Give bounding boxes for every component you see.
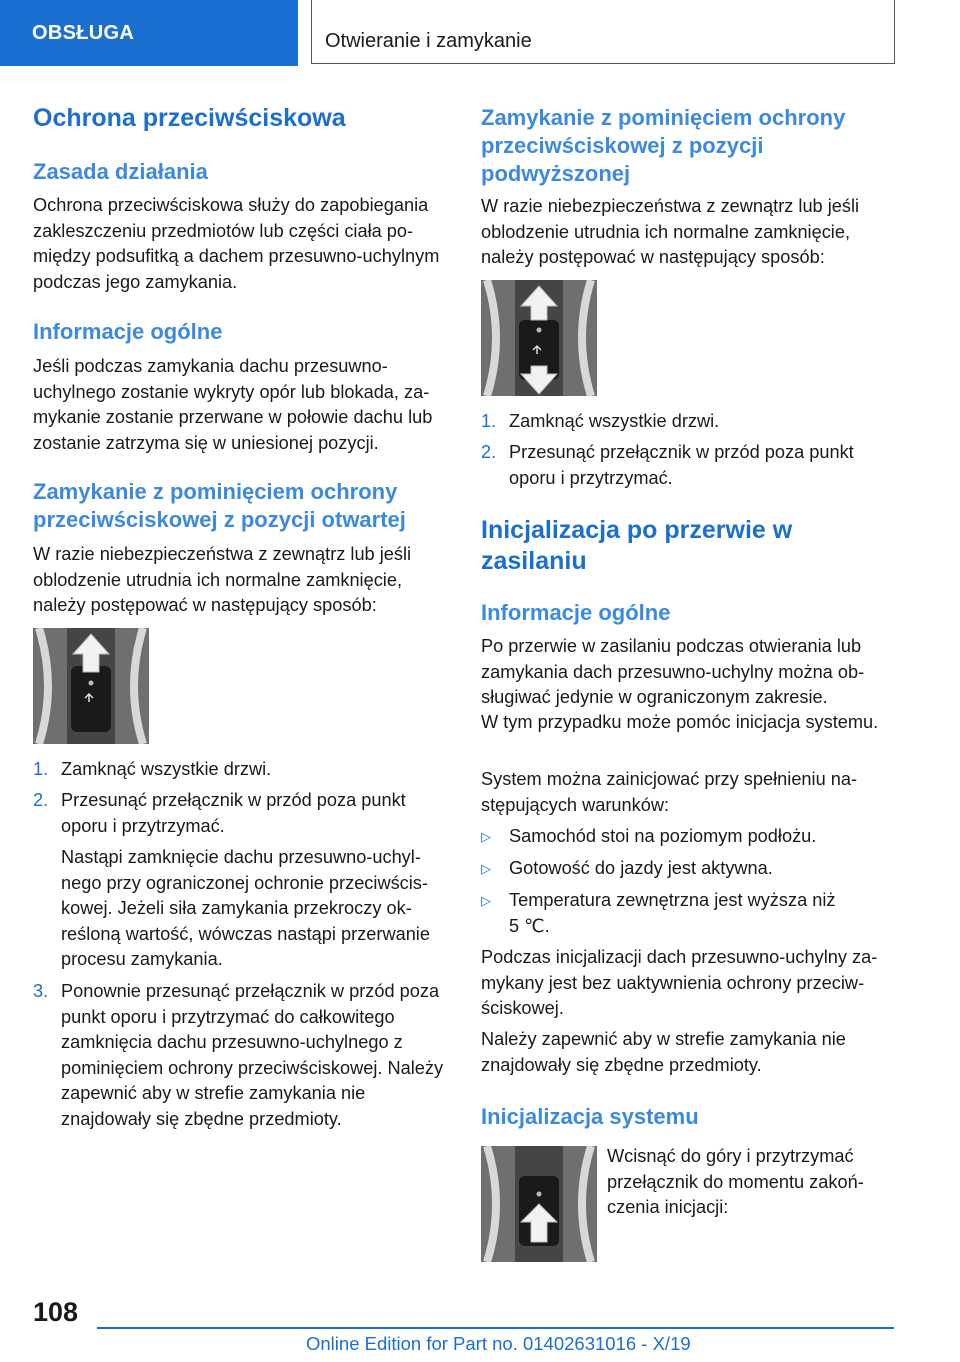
switch-forward-image bbox=[481, 280, 597, 396]
text-init-2: W tym przypadku może pomóc inicjacja systemu. bbox=[481, 712, 879, 732]
step-text: Ponownie przesunąć przełącznik w przód poza punkt oporu i przytrzymać do całkowitego zamknięcia dachu przesuwno-uchylnego z pominięciem ochrony przeciwściskowej. Należy zapewnić aby w strefie zamykania nie znajdowały się zbędne przedmioty. bbox=[61, 981, 444, 1129]
section-tab: OBSŁUGA bbox=[0, 0, 298, 66]
text-bypass-open: W razie niebezpieczeństwa z zewnątrz lub jeśli oblodzenie utrudnia ich normalne zamknięcie, należy postępować w następujący sposób: bbox=[33, 544, 412, 615]
heading-anti-trap: Ochrona przeciwściskowa bbox=[33, 104, 346, 132]
bullet-triangle-icon: ▷ bbox=[481, 861, 491, 876]
step-text: Przesunąć przełącznik w przód poza punkt oporu i przytrzymać. bbox=[509, 442, 854, 488]
text-init-5: Należy zapewnić aby w strefie zamykania nie znajdowały się zbędne przedmioty. bbox=[481, 1029, 846, 1075]
heading-general-info: Informacje ogólne bbox=[33, 319, 223, 344]
step-number: 2. bbox=[33, 790, 49, 810]
condition-item: Temperatura zewnętrzna jest wyższa niż 5 ℃. bbox=[509, 890, 836, 936]
text-init-3: System można zainicjować przy spełnieniu następujących warunków: bbox=[481, 769, 858, 815]
bullet-triangle-icon: ▷ bbox=[481, 829, 491, 844]
heading-init-general: Informacje ogólne bbox=[481, 600, 671, 625]
chapter-tab: Otwieranie i zamykanie bbox=[311, 0, 895, 64]
text-system-init: Wcisnąć do góry i przytrzymać przełącznik do momentu zakończenia inicjacji: bbox=[607, 1146, 864, 1217]
step-text: Przesunąć przełącznik w przód poza punkt oporu i przytrzymać. bbox=[61, 790, 406, 836]
heading-principle: Zasada działania bbox=[33, 159, 208, 184]
switch-forward-image bbox=[33, 628, 149, 744]
condition-item: Gotowość do jazdy jest aktywna. bbox=[509, 858, 773, 878]
text-init-1: Po przerwie w zasilaniu podczas otwierania lub zamykania dach przesuwno-uchylny można obsługiwać jedynie w ograniczonym zakresie. bbox=[481, 636, 865, 707]
text-init-4: Podczas inicjalizacji dach przesuwno-uchylny zamykany jest bez uaktywnienia ochrony przeciwściskowej. bbox=[481, 947, 878, 1018]
step-number: 1. bbox=[481, 411, 497, 431]
step-number: 2. bbox=[481, 442, 497, 462]
step-text: Zamknąć wszystkie drzwi. bbox=[509, 411, 720, 431]
page-header bbox=[0, 0, 960, 66]
heading-bypass-open: Zamykanie z pominięciem ochrony przeciwściskowej z pozycji otwartej bbox=[33, 479, 406, 532]
heading-bypass-raised: Zamykanie z pominięciem ochrony przeciwściskowej z pozycji podwyższonej bbox=[481, 105, 846, 186]
text-principle: Ochrona przeciwściskowa służy do zapobiegania zakleszczeniu przedmiotów lub części ciała pomiędzy podsufitką a dachem przesuwno-uchylnym podczas jego zamykania. bbox=[33, 195, 440, 292]
footer-divider bbox=[97, 1327, 894, 1329]
heading-system-init: Inicjalizacja systemu bbox=[481, 1104, 699, 1129]
step-number: 1. bbox=[33, 759, 49, 779]
text-bypass-raised: W razie niebezpieczeństwa z zewnątrz lub jeśli oblodzenie utrudnia ich normalne zamknięcie, należy postępować w następujący sposób: bbox=[481, 196, 860, 267]
page-number: 108 bbox=[33, 1297, 79, 1327]
step-text: Zamknąć wszystkie drzwi. bbox=[61, 759, 272, 779]
condition-item: Samochód stoi na poziomym podłożu. bbox=[509, 826, 817, 846]
switch-up-image bbox=[481, 1146, 597, 1262]
step-number: 3. bbox=[33, 981, 49, 1001]
text-general-info: Jeśli podczas zamykania dachu przesuwno-uchylnego zostanie wykryty opór lub blokada, zamykanie zostanie przerwane w połowie dachu lub zostanie zatrzyma się w uniesionej pozycji. bbox=[33, 356, 433, 453]
step-note: Nastąpi zamknięcie dachu przesuwno-uchylnego przy ograniczonej ochronie przeciwściskowej. Jeżeli siła zamykania przekroczy określoną wartość, wówczas nastąpi przerwanie procesu zamykania. bbox=[61, 847, 430, 969]
edition-info: Online Edition for Part no. 01402631016 - X/19 bbox=[306, 1333, 691, 1354]
heading-init-after-power: Inicjalizacja po przerwie w zasilaniu bbox=[481, 516, 793, 575]
bullet-triangle-icon: ▷ bbox=[481, 893, 491, 908]
